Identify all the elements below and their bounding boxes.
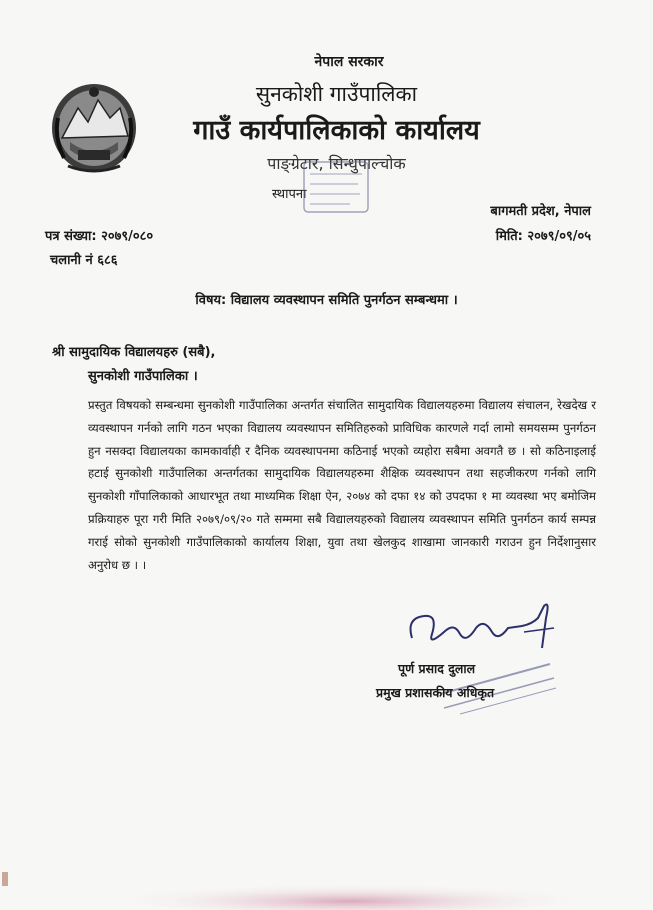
- recipient-line-2: सुनकोशी गाउँपालिका ।: [88, 369, 198, 384]
- province-label: बागमती प्रदेश, नेपाल: [490, 204, 591, 219]
- edge-mark: [2, 872, 8, 886]
- signatory-stamp-icon: [430, 644, 560, 716]
- office-stamp-icon: [300, 158, 372, 216]
- office-address: पाङ्ग्रेटार, सिन्धुपाल्चोक: [267, 154, 406, 173]
- dispatch-number: चलानी नं ६८६: [50, 253, 118, 268]
- letter-date: मिति: २०७९/०९/०५: [495, 229, 591, 244]
- office-name: गाउँ कार्यपालिकाको कार्यालय: [193, 115, 480, 146]
- scan-smudge-icon: [130, 876, 570, 910]
- rural-municipality-name: सुनकोशी गाउँपालिका: [255, 82, 418, 106]
- reference-number: पत्र संख्या: २०७९/०८०: [45, 229, 154, 244]
- letter-body: प्रस्तुत विषयको सम्बन्धमा सुनकोशी गाउँपालिका अन्तर्गत संचालित सामुदायिक विद्यालयहरुमा विद्यालय संचालन, रेखदेख र व्यवस्थापन गर्नको लागि गठन भएका विद्यालय व्यवस्थापन समितिहरुको प्राविधिक कारणले गर्दा लामो समयसम्म पुनर्गठन हुन नसक्दा विद्यालयका कामकार्वाही र दैनिक व्यवस्थापनमा कठिनाई भएको व्यहोरा सबैमा अवगतै छ । सो कठिनाइलाई हटाई सुनकोशी गाउँपालिका अन्तर्गतका सामुदायिक विद्यालयहरुमा शैक्षिक व्यवस्थापन तथा सहजीकरण गर्नको लागि सुनकोशी गाँपालिकाको आधारभूत तथा माध्यमिक शिक्षा ऐन, २०७४ को दफा १४ को उपदफा १ मा व्यवस्था भए बमोजिम प्रक्रियाहरु पूरा गरी मिति २०७९/०९/२० गते सम्ममा सबै विद्यालयहरुको विद्यालय व्यवस्थापन समिति पुनर्गठन कार्य सम्पन्न गराई सोको सुनकोशी गाउँपालिकाको कार्यालय शिक्षा, युवा तथा खेलकुद शाखामा जानकारी गराउन हुन निर्देशानुसार अनुरोध छ । ।: [88, 398, 596, 572]
- recipient-line-1: श्री सामुदायिक विद्यालयहरु (सबै),: [52, 345, 216, 360]
- signatory-title: प्रमुख प्रशासकीय अधिकृत: [376, 685, 495, 700]
- established-label: स्थापना: [272, 187, 307, 202]
- letter-subject: विषय: विद्यालय व्यवस्थापन समिति पुनर्गठन सम्बन्धमा ।: [195, 293, 458, 308]
- signatory-name: पूर्ण प्रसाद दुलाल: [398, 661, 476, 676]
- government-name: नेपाल सरकार: [314, 54, 384, 70]
